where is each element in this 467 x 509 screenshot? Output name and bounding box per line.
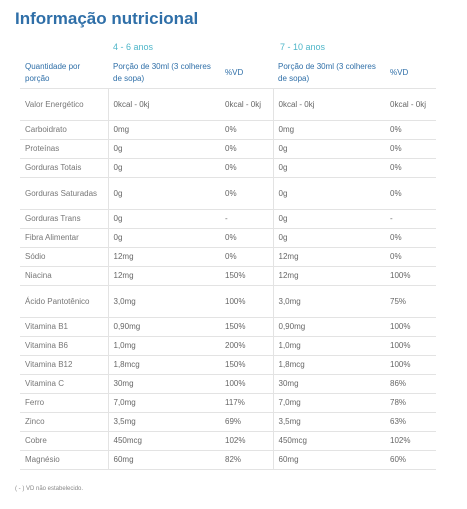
vd-7-10-value: 75%: [385, 286, 436, 318]
nutrient-name: Niacina: [20, 267, 108, 286]
portion-7-10-value: 0,90mg: [273, 318, 385, 337]
portion-7-10-value: 1,0mg: [273, 337, 385, 356]
portion-4-6-value: 12mg: [108, 248, 220, 267]
vd-4-6-value: 150%: [220, 318, 273, 337]
portion-4-6-value: 0g: [108, 210, 220, 229]
vd-4-6-value: 0%: [220, 159, 273, 178]
table-row: [20, 178, 436, 210]
vd-7-10-value: 60%: [385, 451, 436, 470]
nutrient-name: Fibra Alimentar: [20, 229, 108, 248]
table-row: [20, 89, 436, 121]
table-header-row: [20, 58, 436, 89]
portion-7-10-value: 12mg: [273, 248, 385, 267]
vd-4-6-value: 82%: [220, 451, 273, 470]
vd-7-10-value: 0%: [385, 178, 436, 210]
vd-7-10-value: 0%: [385, 229, 436, 248]
vd-7-10-value: 63%: [385, 413, 436, 432]
vd-7-10-value: 0kcal - 0kj: [385, 89, 436, 121]
nutrient-name: Zinco: [20, 413, 108, 432]
vd-4-6-value: 0%: [220, 140, 273, 159]
portion-7-10-value: 0kcal - 0kj: [273, 89, 385, 121]
portion-7-10-value: 7,0mg: [273, 394, 385, 413]
portion-7-10-value: 12mg: [273, 267, 385, 286]
vd-4-6-value: 117%: [220, 394, 273, 413]
table-row: [20, 356, 436, 375]
vd-4-6-value: -: [220, 210, 273, 229]
table-row: [20, 286, 436, 318]
vd-7-10-value: 0%: [385, 248, 436, 267]
table-row: [20, 210, 436, 229]
header-portion-7-10: Porção de 30ml (3 colheres de sopa): [273, 58, 385, 89]
portion-7-10-value: 60mg: [273, 451, 385, 470]
nutrient-name: Gorduras Saturadas: [20, 178, 108, 210]
portion-7-10-value: 0g: [273, 159, 385, 178]
portion-7-10-value: 450mcg: [273, 432, 385, 451]
footnote: ( - ) VD não estabelecido.: [15, 486, 84, 492]
table-row: [20, 140, 436, 159]
portion-4-6-value: 0g: [108, 229, 220, 248]
vd-4-6-value: 200%: [220, 337, 273, 356]
vd-7-10-value: 100%: [385, 318, 436, 337]
table-row: [20, 267, 436, 286]
vd-7-10-value: -: [385, 210, 436, 229]
nutrient-name: Vitamina B1: [20, 318, 108, 337]
portion-4-6-value: 7,0mg: [108, 394, 220, 413]
nutrition-table: [20, 58, 436, 470]
table-row: [20, 248, 436, 267]
vd-4-6-value: 0%: [220, 121, 273, 140]
portion-4-6-value: 1,8mcg: [108, 356, 220, 375]
vd-4-6-value: 150%: [220, 356, 273, 375]
portion-7-10-value: 3,5mg: [273, 413, 385, 432]
portion-7-10-value: 3,0mg: [273, 286, 385, 318]
portion-4-6-value: 3,0mg: [108, 286, 220, 318]
portion-7-10-value: 0g: [273, 140, 385, 159]
vd-4-6-value: 100%: [220, 375, 273, 394]
vd-4-6-value: 0kcal - 0kj: [220, 89, 273, 121]
nutrient-name: Ácido Pantotênico: [20, 286, 108, 318]
nutrient-name: Proteínas: [20, 140, 108, 159]
nutrient-name: Gorduras Totais: [20, 159, 108, 178]
table-row: [20, 159, 436, 178]
vd-4-6-value: 150%: [220, 267, 273, 286]
portion-7-10-value: 30mg: [273, 375, 385, 394]
nutrient-name: Cobre: [20, 432, 108, 451]
nutrient-name: Magnésio: [20, 451, 108, 470]
portion-4-6-value: 450mcg: [108, 432, 220, 451]
vd-4-6-value: 100%: [220, 286, 273, 318]
portion-7-10-value: 0g: [273, 178, 385, 210]
header-portion-4-6: Porção de 30ml (3 colheres de sopa): [108, 58, 220, 89]
vd-7-10-value: 100%: [385, 337, 436, 356]
vd-7-10-value: 0%: [385, 121, 436, 140]
portion-4-6-value: 1,0mg: [108, 337, 220, 356]
header-vd-4-6: %VD: [220, 58, 273, 89]
vd-7-10-value: 102%: [385, 432, 436, 451]
portion-4-6-value: 12mg: [108, 267, 220, 286]
vd-7-10-value: 78%: [385, 394, 436, 413]
vd-4-6-value: 102%: [220, 432, 273, 451]
portion-4-6-value: 0mg: [108, 121, 220, 140]
table-row: [20, 337, 436, 356]
nutrient-name: Gorduras Trans: [20, 210, 108, 229]
age-group-4-6: 4 - 6 anos: [113, 42, 154, 52]
vd-4-6-value: 69%: [220, 413, 273, 432]
vd-7-10-value: 0%: [385, 159, 436, 178]
portion-7-10-value: 1,8mcg: [273, 356, 385, 375]
nutrient-name: Valor Energético: [20, 89, 108, 121]
portion-4-6-value: 3,5mg: [108, 413, 220, 432]
table-row: [20, 318, 436, 337]
vd-4-6-value: 0%: [220, 248, 273, 267]
portion-4-6-value: 30mg: [108, 375, 220, 394]
vd-4-6-value: 0%: [220, 178, 273, 210]
table-row: [20, 121, 436, 140]
nutrient-name: Ferro: [20, 394, 108, 413]
table-row: [20, 394, 436, 413]
table-row: [20, 432, 436, 451]
portion-4-6-value: 0,90mg: [108, 318, 220, 337]
nutrient-name: Vitamina B12: [20, 356, 108, 375]
vd-7-10-value: 86%: [385, 375, 436, 394]
header-quantity: Quantidade por porção: [20, 58, 108, 89]
vd-7-10-value: 100%: [385, 356, 436, 375]
header-vd-7-10: %VD: [385, 58, 436, 89]
nutrient-name: Carboidrato: [20, 121, 108, 140]
table-row: [20, 413, 436, 432]
portion-4-6-value: 0g: [108, 159, 220, 178]
table-row: [20, 229, 436, 248]
portion-7-10-value: 0g: [273, 229, 385, 248]
vd-4-6-value: 0%: [220, 229, 273, 248]
page-title: Informação nutricional: [15, 9, 199, 28]
age-group-7-10: 7 - 10 anos: [280, 42, 326, 52]
nutrient-name: Vitamina B6: [20, 337, 108, 356]
nutrient-name: Vitamina C: [20, 375, 108, 394]
nutrient-name: Sódio: [20, 248, 108, 267]
vd-7-10-value: 100%: [385, 267, 436, 286]
portion-4-6-value: 0g: [108, 140, 220, 159]
portion-4-6-value: 60mg: [108, 451, 220, 470]
table-row: [20, 375, 436, 394]
portion-4-6-value: 0kcal - 0kj: [108, 89, 220, 121]
vd-7-10-value: 0%: [385, 140, 436, 159]
portion-7-10-value: 0g: [273, 210, 385, 229]
portion-7-10-value: 0mg: [273, 121, 385, 140]
table-row: [20, 451, 436, 470]
portion-4-6-value: 0g: [108, 178, 220, 210]
